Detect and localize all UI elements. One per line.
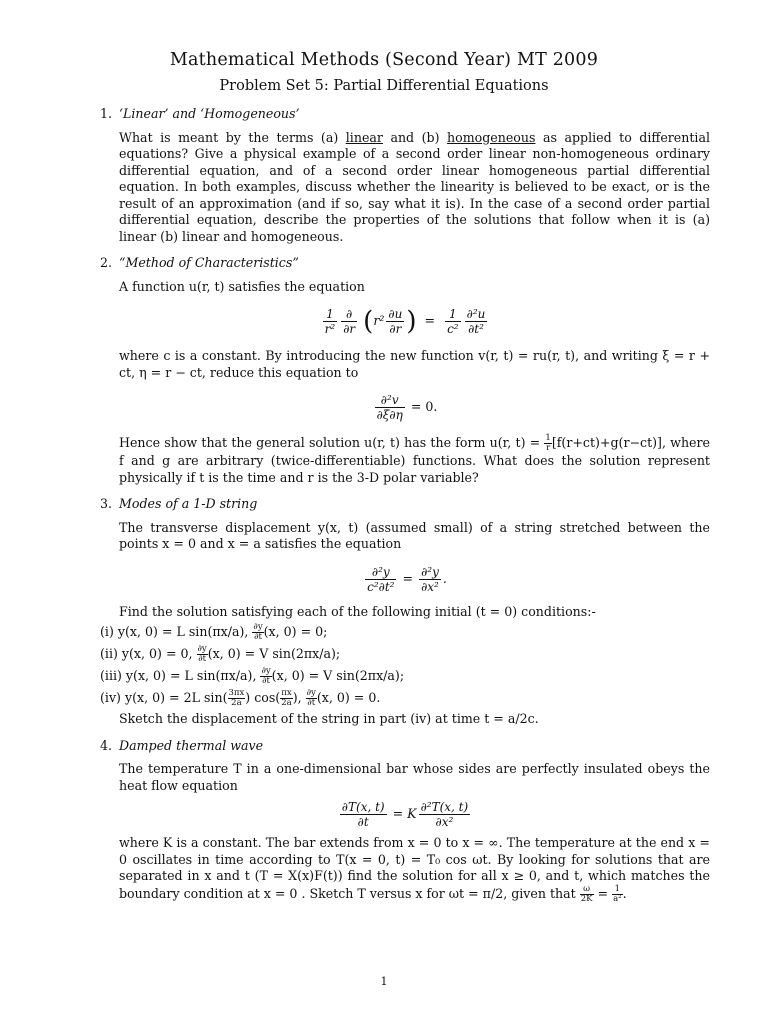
equals-sign: = — [402, 570, 414, 586]
text-fragment: Hence show that the general solution u(r, t) has the form u(r, t) = — [119, 435, 545, 450]
fraction-denominator: r² — [324, 322, 336, 336]
problem-3-intro: The transverse displacement y(x, t) (assumed small) of a string stretched between the points x = 0 and x = a satisfies the equation — [119, 519, 710, 551]
fraction-numerator: ∂y — [197, 644, 207, 654]
text-fragment: ) cos( — [245, 690, 281, 705]
fraction-numerator: 1 — [445, 307, 461, 322]
equals-k: = K — [392, 806, 417, 821]
condition-iii — [100, 667, 710, 686]
text-fragment: (ii) y(x, 0) = 0, — [100, 646, 197, 661]
right-paren: ) — [406, 306, 417, 337]
problem-1-heading: ‘Linear’ and ‘Homogeneous’ — [119, 106, 300, 121]
fraction-denominator: ∂x² — [435, 815, 454, 829]
fraction-numerator: ∂T(x, t) — [341, 800, 385, 814]
problem-3-find: Find the solution satisfying each of the following initial (t = 0) conditions:- — [119, 603, 596, 619]
fraction-numerator: ∂u — [388, 307, 403, 321]
fraction-numerator: ∂²y — [421, 564, 439, 579]
r-squared: r² — [373, 313, 385, 328]
fraction-numerator: 3πx — [228, 688, 245, 698]
fraction-denominator: c²∂t² — [367, 579, 395, 594]
text-fragment: (x, 0) = V sin(2πx/a); — [207, 646, 341, 661]
problem-2-end — [119, 434, 710, 486]
problem-4-heading: Damped thermal wave — [119, 737, 264, 753]
period: . — [442, 570, 447, 586]
fraction-numerator: ∂²y — [365, 565, 396, 580]
equals-sign: = — [424, 313, 436, 328]
text-fragment: where K is a constant. The bar extends from x = 0 to x = ∞. The temperature at the end x = 0 oscillates in time according to T(x = 0, t) = T₀ cos ωt. By looking for solutions that are separated in x and t (T = X(x)F(t)) find the solution for all x ≥ 0, and t, which matches the boundary condition at x = 0 . Sketch T versus x for ωt = π/2, given that — [119, 835, 710, 901]
text-fragment: as applied to differential equations? Give a physical example of a second order linear non-homogeneous ordinary differential equation, and of a second order linear homogeneous partial differential equation. In both examples, discuss whether the linearity is believed to be exact, or is the result of an approximation (and if so, say what it is). In the case of a second order partial differential equation, describe the properties of the solutions that follow when it is (a) linear (b) linear and homogeneous. — [119, 129, 710, 244]
text-fragment: (x, 0) = 0. — [316, 690, 381, 705]
equation-wave — [100, 565, 710, 594]
fraction-denominator: 2a — [281, 698, 292, 708]
equation-radial-wave — [100, 307, 710, 336]
fraction-denominator: ∂r — [343, 322, 356, 336]
fraction-numerator: ∂²u — [466, 307, 486, 321]
problem-4-body — [119, 835, 710, 904]
page-subtitle: Problem Set 5: Partial Differential Equations — [219, 78, 549, 94]
condition-iv — [100, 689, 710, 708]
problem-2-mid: where c is a constant. By introducing the new function v(r, t) = ru(r, t), and writing ξ = r + ct, η = r − ct, reduce this equation to — [119, 348, 710, 380]
condition-i — [100, 623, 710, 642]
underlined-term-linear: linear — [345, 129, 383, 145]
problem-2-number: 2. — [100, 255, 113, 270]
fraction-denominator: 2K — [580, 893, 593, 904]
problem-3-sketch: Sketch the displacement of the string in part (iv) at time t = a/2c. — [119, 711, 539, 726]
fraction-denominator: ∂t — [262, 676, 270, 686]
problem-3-heading: Modes of a 1-D string — [119, 496, 258, 511]
fraction-denominator: ∂t² — [468, 322, 484, 336]
fraction-denominator: r — [546, 443, 551, 453]
text-fragment: (x, 0) = 0; — [263, 624, 328, 639]
fraction-denominator: a² — [613, 893, 622, 904]
equation-heat — [100, 800, 710, 829]
text-fragment: ), — [292, 690, 306, 705]
page-number: 1 — [380, 975, 388, 988]
problem-3-number: 3. — [100, 496, 113, 511]
problem-4 — [100, 738, 710, 904]
fraction-numerator: ∂y — [306, 688, 316, 698]
problem-2-heading: “Method of Characteristics” — [119, 255, 299, 270]
fraction-numerator: 1 — [323, 307, 338, 322]
fraction-numerator: ∂²v — [375, 393, 405, 408]
problem-4-number: 4. — [100, 737, 113, 753]
problem-1 — [100, 106, 710, 245]
text-fragment: (iv) y(x, 0) = 2L sin( — [100, 690, 228, 705]
text-fragment: and (b) — [382, 129, 448, 145]
text-fragment: (iii) y(x, 0) = L sin(πx/a), — [100, 668, 261, 683]
fraction-denominator: ∂x² — [421, 579, 439, 594]
fraction-denominator: ∂ξ∂η — [376, 408, 403, 422]
fraction-denominator: c² — [447, 322, 459, 336]
text-fragment: . — [622, 885, 627, 901]
text-fragment: What is meant by the terms (a) — [119, 129, 346, 145]
fraction-denominator: ∂r — [389, 322, 402, 336]
fraction-numerator: ∂ — [341, 307, 357, 322]
fraction-denominator: ∂t — [198, 654, 207, 664]
fraction-denominator: ∂t — [307, 698, 316, 708]
fraction-numerator: ∂y — [261, 666, 271, 676]
underlined-term-homogeneous: homogeneous — [447, 129, 536, 145]
fraction-numerator: ω — [580, 885, 594, 895]
equation-characteristic-form — [100, 393, 710, 422]
fraction-numerator: 1 — [545, 433, 551, 443]
problem-list — [100, 106, 710, 914]
problem-2 — [100, 255, 710, 486]
fraction-denominator: 2a — [231, 698, 242, 708]
problem-1-number: 1. — [100, 106, 113, 121]
page-title: Mathematical Methods (Second Year) MT 2009 — [169, 50, 599, 70]
problem-4-intro: The temperature T in a one-dimensional bar whose sides are perfectly insulated obeys the heat flow equation — [119, 761, 710, 793]
text-fragment: (i) y(x, 0) = L sin(πx/a), — [100, 624, 253, 639]
fraction-numerator: πx — [281, 688, 292, 698]
fraction-numerator: ∂²T(x, t) — [420, 800, 469, 814]
problem-3 — [100, 496, 710, 728]
text-fragment: = — [593, 885, 613, 901]
problem-2-intro: A function u(r, t) satisfies the equation — [119, 278, 365, 294]
fraction-numerator: ∂y — [253, 622, 263, 632]
fraction-numerator: 1 — [612, 885, 622, 895]
fraction-denominator: ∂t — [254, 632, 262, 642]
problem-1-text — [119, 130, 710, 246]
text-fragment: (x, 0) = V sin(2πx/a); — [271, 668, 405, 683]
left-paren: ( — [363, 306, 374, 337]
condition-ii — [100, 645, 710, 664]
text-fragment: [f(r+ct)+g(r−ct)], where f and g are arbitrary (twice-differentiable) functions. What does the solution represent physically if t is the time and r is the 3-D polar variable? — [119, 435, 710, 485]
fraction-denominator: ∂t — [357, 815, 369, 829]
equation-rhs: = 0. — [410, 399, 438, 414]
